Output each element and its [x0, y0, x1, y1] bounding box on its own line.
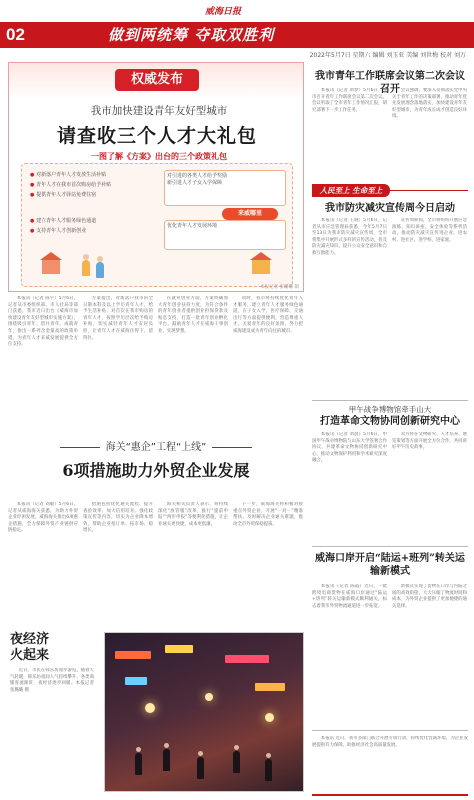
panel-pill: 来威哪里: [222, 208, 278, 220]
story-c-headline: 甲午战争博物馆牵手山大 打造革命文物协同创新研究中心: [320, 405, 460, 427]
story-d-title: 威海口岸开启“陆运+班列”转关运输新模式: [315, 553, 465, 577]
story2-kicker: 海关“惠企”工程“上线”: [8, 438, 304, 453]
panel-item: ● 对新落户青年人才发放生活补贴: [30, 172, 107, 178]
divider: [312, 400, 468, 401]
bottom-rule: [312, 794, 468, 796]
divider: [312, 546, 468, 547]
story2-body: [8, 502, 304, 626]
story-b-body: 本报讯（记者 王晓）5月6日，记者从市应急管理局获悉，今年5月7日至13日为我市防灾减灾宣传周，全市将集中开展形式多样的宣传活动，普及防灾减灾知识，提升公众安全意识和自救互救能力。 宣传周期间，全市将组织开展应急演练、知识讲座、安全体验等系列活动，推动防灾减灾宣传进企业、进农村、进社区、进学校、进家庭。: [312, 218, 467, 256]
panel-box: 对引进的各类人才给予奖励 新引进人才子女入学保障: [164, 170, 286, 206]
header-slogan: 做到两统筹 夺取双胜利: [108, 26, 275, 44]
page-header: [0, 0, 474, 59]
night-caption: 近日，市民在韩乐坊漫步游览。随着天气转暖，韩乐坊夜间人气持续攀升，各类商铺客流渐旺，夜经济逐步回暖。本报记者 张璐璐 摄: [10, 668, 94, 693]
panel-item: ● 青年人才在我市首次购房给予补贴: [30, 182, 112, 188]
street-light: [265, 713, 274, 722]
street-light: [205, 693, 213, 701]
paper-name: 威海日报: [205, 7, 242, 17]
panel-item: ● 支持青年人才创新创业: [30, 228, 87, 234]
feature-title: 请查收三个人才大礼包: [56, 125, 257, 147]
feature-info-panel: [21, 163, 293, 287]
divider: [312, 730, 468, 731]
panel-item: ● 提供青年人才驿站免费住宿: [30, 192, 97, 198]
pedestrian: [197, 757, 204, 779]
panel-item: ● 建立青年人才服务绿色通道: [30, 218, 97, 224]
story-e-body: 本报讯 近日，我市多部门联合开展专项行动，持续优化营商环境，为企业发展提供有力保障，助推经济社会高质量发展。: [312, 736, 468, 748]
panel-box: 优化青年人才发展环境: [164, 220, 286, 250]
story-d-body: 本报讯（记者 陈霞）近日，一批跨境电商货物在威海口岸通过“陆运+班列”转关运输新模式顺利通关，标志着我市外贸物流通道进一步拓宽。 新模式实现了货物在口岸与内陆之间的高效衔接，大大压缩了物流时间和成本，为外贸企业提供了更加便捷的通关选择。: [312, 584, 467, 609]
pedestrian: [265, 759, 272, 781]
night-title: 夜经济 火起来: [10, 632, 50, 663]
person-icon: [82, 260, 90, 276]
pedestrian: [163, 749, 170, 771]
header-info: 2022年5月7日 星期六 编辑 刘玉亚 美编 刘世梅 校对 刘万: [309, 52, 466, 59]
pedestrian: [233, 751, 240, 773]
house-icon: [252, 260, 270, 274]
neon-sign: [115, 651, 151, 659]
story2-column: 海关相关负责人表示，将持续深化“放管服”改革，推行“提前申报”“两步申报”等便利化措施，让企业通关更快捷、成本更低廉。: [158, 502, 228, 527]
pedestrian: [135, 753, 142, 775]
page-number: 02: [6, 25, 25, 44]
story-b-title: 我市防灾减灾宣传周今日启动: [325, 203, 455, 214]
house-icon: [42, 260, 60, 274]
section-banner: 人民至上 生命至上: [312, 184, 390, 197]
story1-column: 同时，我市将持续优化青年人才服务，建立青年人才服务绿色通道，在子女入学、医疗保障、交通出行等方面提供便利，营造尊重人才、关爱青年的良好氛围，努力把威海建设成为青年向往的城市。: [233, 296, 303, 334]
story1-column: 方案提出，对新落户我市的全日制本科及以上学历青年人才，给予生活补贴；对首次在我市购房的青年人才，按照学历层次给予购房补贴，切实减轻青年人才安居负担，让青年人才在威海住得下、留得住。: [83, 296, 153, 341]
story-a-body: 本报讯（记者 刘梦）5月6日，我市召开青年工作联席会议第二次会议。会议听取了全市青年工作情况汇报，研究部署下一步工作任务。 会议强调，要深入贯彻落实党中央关于青年工作的决策部署，推动青年优先发展理念落地落实，加快建设青年友好型城市，为青年成长成才创造良好环境。: [312, 88, 467, 120]
story1-body: [8, 296, 304, 438]
story2-column: 下一步，威海海关将积极对接重点外贸企业，开展“一对一”精准帮扶，及时解决企业通关难题，推动全市外贸保稳提质。: [233, 502, 303, 527]
story2-headline: [8, 438, 304, 502]
story1-column: 在就业创业方面，方案明确加大青年创业扶持力度，为符合条件的青年创业者提供创业担保贷款及贴息支持，打造一批青年创业孵化平台，鼓励青年人才在威海干事创业、实现梦想。: [158, 296, 228, 334]
feature-subtitle: 我市加快建设青年友好型城市: [90, 105, 228, 117]
night-street-photo: [104, 632, 304, 792]
banner-rule: [390, 190, 468, 191]
feature-section-title: 一图了解《方案》出台的三个政策礼包: [91, 152, 227, 161]
story2-column: 本报讯（记者 刘敏）5月6日，记者从威海海关获悉，为助力外贸企业纾困发展，威海海关推出6项惠企措施，全力保障外贸产业链供应链稳定。: [8, 502, 78, 534]
authority-badge: 权威发布: [115, 69, 199, 91]
story1-column: 本报讯（记者 陈宇）5月6日，记者从市委组织部、市人社局等部门获悉，我市近日出台《威海市加快建设青年友好型城市实施方案》，围绕吸引青年、留住青年、成就青年，推出一系列含金量高的政策举措，为青年人才来威发展提供全方位支持。: [8, 296, 78, 348]
story-c-body: 本报讯（记者 刘晨）5月6日，中国甲午战争博物院与山东大学签署合作协议，共建革命文物协同创新研究中心，推动文物保护利用和学术研究深度融合。 双方将在文物研究、人才培养、展览策划等方面开展全方位合作，共同讲好甲午历史故事。: [312, 432, 467, 464]
person-icon: [96, 262, 104, 278]
neon-sign: [165, 645, 193, 653]
story-a-title: 我市青年工作联席会议第二次会议召开: [315, 71, 465, 95]
street-light: [145, 703, 155, 713]
neon-sign: [225, 655, 269, 663]
feature-credit: 本报记者 张璐璐 制: [260, 285, 299, 290]
neon-sign: [255, 683, 285, 691]
neon-sign: [125, 677, 147, 685]
story2-column: 措施包括优化通关流程、提升查验效率、加大信用培育、强化政策宣传等内容，切实为企业降本增效，帮助企业抢订单、拓市场、稳增长。: [83, 502, 153, 534]
feature-graphic: [8, 62, 304, 292]
story2-title: 6项措施助力外贸企业发展: [62, 461, 250, 480]
